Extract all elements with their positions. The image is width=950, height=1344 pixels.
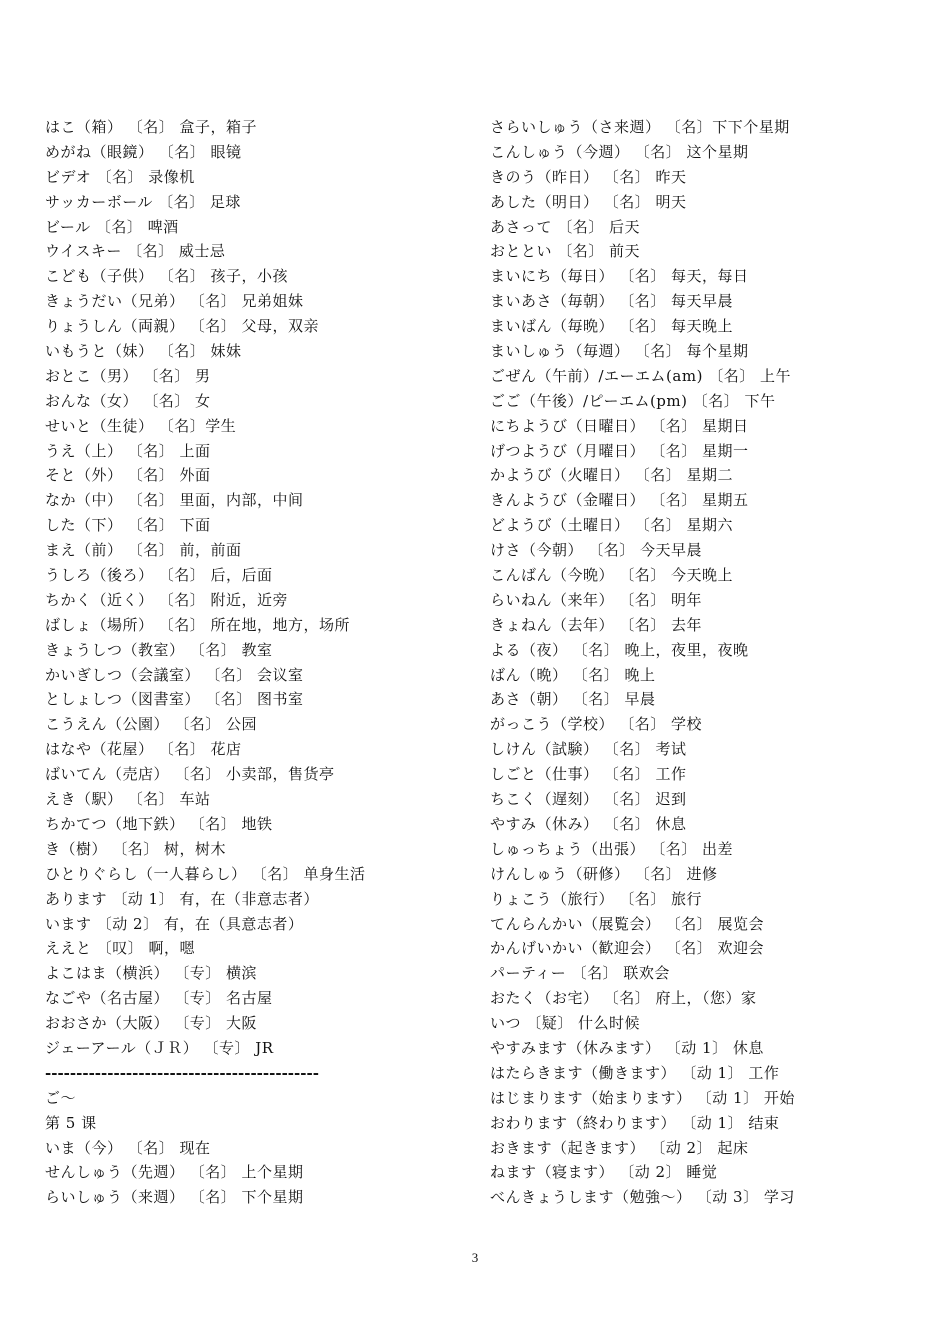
vocab-line: ごご（午後）/ピーエム(pm) 〔名〕 下午 (490, 391, 776, 410)
vocab-line: しゅっちょう（出張） 〔名〕 出差 (490, 839, 734, 858)
vocab-line: -------------------------------------------- (45, 1063, 319, 1082)
vocab-line: おととい 〔名〕 前天 (490, 242, 641, 261)
vocab-line: さらいしゅう（さ来週） 〔名〕下下个星期 (490, 118, 790, 136)
vocab-line: けんしゅう（研修） 〔名〕 进修 (490, 864, 718, 883)
vocab-line: こども（子供） 〔名〕 孩子，小孩 (45, 267, 289, 286)
vocab-line: はじまります（始まります） 〔动 1〕 开始 (490, 1088, 795, 1107)
vocab-line: ねます（寝ます） 〔动 2〕 睡觉 (490, 1163, 718, 1182)
vocab-line: ひとりぐらし（一人暮らし） 〔名〕 单身生活 (45, 864, 366, 883)
vocab-line: おわります（終わります） 〔动 1〕 结束 (490, 1113, 780, 1132)
vocab-line: ウイスキー 〔名〕 威士忌 (45, 242, 226, 261)
vocab-line: はこ（箱） 〔名〕 盒子，箱子 (45, 118, 258, 136)
vocab-line: まえ（前） 〔名〕 前，前面 (45, 541, 242, 560)
left-vocab-column (45, 115, 465, 1210)
vocab-line: ジェーアール（ＪＲ） 〔专〕 JR (45, 1038, 274, 1057)
vocab-line: うえ（上） 〔名〕 上面 (45, 441, 211, 460)
vocab-line: かんげいかい（歓迎会） 〔名〕 欢迎会 (490, 939, 765, 958)
vocab-line: らいしゅう（来週） 〔名〕 下个星期 (45, 1188, 304, 1207)
vocab-line: うしろ（後ろ） 〔名〕 后，后面 (45, 566, 273, 585)
vocab-line: ビール 〔名〕 啤酒 (45, 217, 179, 236)
vocab-line: めがね（眼鏡） 〔名〕 眼镜 (45, 142, 242, 161)
vocab-line: ご～ (45, 1088, 77, 1107)
vocab-line: どようび（土曜日） 〔名〕 星期六 (490, 516, 734, 535)
vocab-line: まいばん（毎晩） 〔名〕 每天晚上 (490, 317, 734, 336)
vocab-line: いつ 〔疑〕 什么时候 (490, 1014, 641, 1033)
vocab-line: こうえん（公園） 〔名〕 公园 (45, 715, 258, 734)
vocab-line: やすみます（休みます） 〔动 1〕 休息 (490, 1038, 764, 1057)
vocab-line: かようび（火曜日） 〔名〕 星期二 (490, 466, 734, 485)
vocab-line: きょねん（去年） 〔名〕 去年 (490, 615, 703, 634)
vocab-line: 第 5 课 (45, 1113, 97, 1132)
vocab-line: おたく（お宅） 〔名〕 府上，（您）家 (490, 989, 757, 1008)
vocab-line: はなや（花屋） 〔名〕 花店 (45, 740, 242, 759)
vocab-line: きょうしつ（教室） 〔名〕 教室 (45, 640, 273, 659)
vocab-line: あさ（朝） 〔名〕 早晨 (490, 690, 656, 709)
vocab-line: こんばん（今晩） 〔名〕 今天晚上 (490, 566, 734, 585)
vocab-line: おんな（女） 〔名〕 女 (45, 391, 211, 410)
vocab-line: としょしつ（図書室） 〔名〕 图书室 (45, 690, 304, 709)
vocab-line: えき（駅） 〔名〕 车站 (45, 790, 211, 809)
vocab-line: きのう（昨日） 〔名〕 昨天 (490, 167, 687, 186)
vocab-line: いもうと（妹） 〔名〕 妹妹 (45, 342, 242, 361)
vocab-line: まいあさ（毎朝） 〔名〕 每天早晨 (490, 292, 734, 311)
vocab-line: います 〔动 2〕 有，在（具意志者） (45, 914, 304, 933)
vocab-line: ちかく（近く） 〔名〕 附近，近旁 (45, 590, 289, 609)
vocab-line: ばん（晩） 〔名〕 晚上 (490, 665, 656, 684)
vocab-line: せいと（生徒） 〔名〕学生 (45, 416, 237, 435)
vocab-line: ちこく（遅刻） 〔名〕 迟到 (490, 790, 687, 809)
vocab-line: あさって 〔名〕 后天 (490, 217, 641, 236)
vocab-line: がっこう（学校） 〔名〕 学校 (490, 715, 703, 734)
vocab-line: まいしゅう（毎週） 〔名〕 每个星期 (490, 342, 749, 361)
vocab-line: きょうだい（兄弟） 〔名〕 兄弟姐妹 (45, 292, 304, 311)
vocab-line: なごや（名古屋） 〔专〕 名古屋 (45, 989, 273, 1008)
vocab-line: おきます（起きます） 〔动 2〕 起床 (490, 1138, 749, 1157)
vocab-line: しごと（仕事） 〔名〕 工作 (490, 765, 687, 784)
vocab-line: ごぜん（午前）/エーエム(am) 〔名〕 上午 (490, 366, 791, 385)
vocab-line: きんようび（金曜日） 〔名〕 星期五 (490, 491, 749, 510)
vocab-line: した（下） 〔名〕 下面 (45, 516, 211, 535)
vocab-line: らいねん（来年） 〔名〕 明年 (490, 590, 703, 609)
vocab-line: あります 〔动 1〕 有，在（非意志者） (45, 889, 319, 908)
vocab-line: よる（夜） 〔名〕 晚上，夜里，夜晚 (490, 640, 749, 659)
vocab-line: そと（外） 〔名〕 外面 (45, 466, 211, 485)
vocab-line: りょこう（旅行） 〔名〕 旅行 (490, 889, 703, 908)
vocab-line: よこはま（横浜） 〔专〕 横滨 (45, 964, 258, 983)
vocab-line: かいぎしつ（会議室） 〔名〕 会议室 (45, 665, 304, 684)
vocab-line: てんらんかい（展覧会） 〔名〕 展览会 (490, 914, 765, 933)
vocab-line: おとこ（男） 〔名〕 男 (45, 366, 211, 385)
vocab-line: にちようび（日曜日） 〔名〕 星期日 (490, 416, 749, 435)
vocab-line: ビデオ 〔名〕 录像机 (45, 167, 195, 186)
vocab-line: まいにち（毎日） 〔名〕 每天，每日 (490, 267, 749, 286)
vocab-line: ばいてん（売店） 〔名〕 小卖部，售货亭 (45, 765, 335, 784)
vocab-line: おおさか（大阪） 〔专〕 大阪 (45, 1014, 258, 1033)
vocab-line: こんしゅう（今週） 〔名〕 这个星期 (490, 142, 749, 161)
vocab-line: りょうしん（両親） 〔名〕 父母，双亲 (45, 317, 320, 336)
vocab-line: サッカーボール 〔名〕 足球 (45, 192, 241, 211)
page-number: 3 (471, 1250, 479, 1265)
vocab-line: ええと 〔叹〕 啊，嗯 (45, 939, 196, 958)
vocab-line: やすみ（休み） 〔名〕 休息 (490, 814, 687, 833)
vocab-line: けさ（今朝） 〔名〕 今天早晨 (490, 541, 703, 560)
vocab-line: ばしょ（場所） 〔名〕 所在地，地方，场所 (45, 615, 351, 634)
vocab-line: しけん（試験） 〔名〕 考试 (490, 740, 687, 759)
vocab-line: はたらきます（働きます） 〔动 1〕 工作 (490, 1063, 780, 1082)
vocab-line: げつようび（月曜日） 〔名〕 星期一 (490, 441, 749, 460)
vocab-line: なか（中） 〔名〕 里面，内部，中间 (45, 491, 304, 510)
vocab-line: あした（明日） 〔名〕 明天 (490, 192, 687, 211)
vocab-line: べんきょうします（勉強～） 〔动 3〕 学习 (490, 1188, 795, 1207)
vocab-line: いま（今） 〔名〕 现在 (45, 1138, 211, 1157)
vocab-line: せんしゅう（先週） 〔名〕 上个星期 (45, 1163, 304, 1182)
right-vocab-column (490, 115, 930, 1210)
vocab-line: ちかてつ（地下鉄） 〔名〕 地铁 (45, 814, 273, 833)
vocab-line: パーティー 〔名〕 联欢会 (490, 964, 670, 983)
vocab-line: き（樹） 〔名〕 树，树木 (45, 839, 227, 858)
